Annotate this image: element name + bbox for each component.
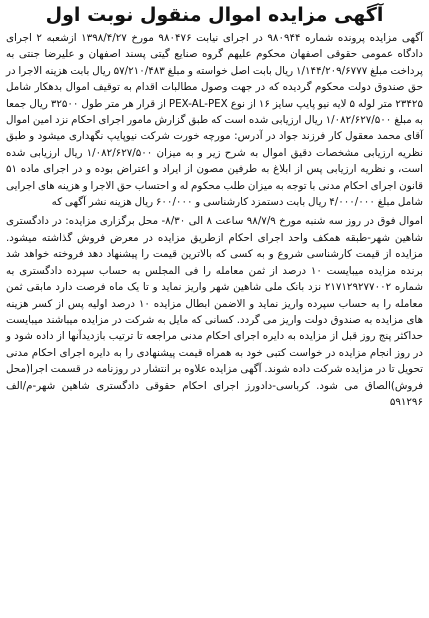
notice-paragraph-2: اموال فوق در روز سه شنبه مورخ ۹۸/۷/۹ ساعت ۸ الی ۸/۳۰- محل برگزاری مزایده: در دادگستری شاهین شهر-طبقه همکف واحد اجرای احکام ازطریق مزایده در معرض فروش گذاشته میشود. مزایده از قیمت کارشناسی شروع و به کسی که بالاترین قیمت را پیشنهاد دهد فروخته خواهد شد برنده مزایده میبایست ۱۰ درصد از ثمن معامله را فی المجلس به حساب سپرده دادگستری به شماره ۲۱۷۱۲۹۲۷۷۰۰۲ نزد بانک ملی شاهین شهر واریز نماید و تا یک ماه فرصت دارد مابقی ثمن معامله را به حساب سپرده واریز نماید و الاضمن ابطال مزایده ۱۰ درصد اولیه پس از کسر هزینه های مزایده به صندوق دولت واریز می گردد. کسانی که مایل به شرکت در مزایده میباشند میبایست حداکثر پنج روز قبل از مزایده به دایره اجرای احکام مدنی مراجعه تا ترتیب بازدیدآنها از داده شود و در روز انجام مزایده در خواست کتبی خود به همراه قیمت پیشنهادی را به دایره اجرای احکام مدنی تحویل تا در مزایده شرکت داده شوند. آگهی مزایده علاوه بر انتشار در روزنامه در قسمت اجرا(محل فروش)الصاق می شود. کرباسی-دادورز اجرای احکام حقوقی دادگستری شاهین شهر-م/الف ۵۹۱۲۹۶: [6, 215, 423, 408]
notice-title: آگهی مزایده اموال منقول نوبت اول: [45, 4, 384, 26]
notice-paragraph-1: آگهی مزایده پرونده شماره ۹۸۰۹۴۴ در اجرای نیابت ۹۸۰۴۷۶ مورخ ۱۳۹۸/۴/۲۷ ازشعبه ۲ اجرای دادگاه عمومی حقوقی اصفهان محکوم علیهم گروه صنایع گیتی پسند اصفهان و علیرضا جنتی به پرداخت مبلغ ۱/۱۴۴/۲۰۹/۶۷۷۷ ریال بابت اصل خواسته و مبلغ ۵۷/۲۱۰/۴۸۳ ریال بابت هزینه الاجرا در حق صندوق دولت محکوم گردیده که در جهت وصول مطالبات اقدام به توقیف اموال بدهکار شامل ۲۳۴۲۵ متر لوله ۵ لایه نیو پایپ سایز ۱۶ از نوع PEX-AL-PEX از قرار هر متر طول ۳۲۵۰۰ ریال جمعا به مبلغ ۱/۰۸۲/۶۲۷/۵۰۰ ریال ارزیابی شده است که طبق گزارش مامور اجرای احکام نزد امین اموال آقای محمد معقول کار فرزند جواد در آدرس: مورچه خورت شرکت نیوپایپ نگهداری میشود و طبق نظریه ارزیابی مشخصات دقیق اموال به شرح زیر و به میزان ۱/۰۸۲/۶۲۷/۵۰۰ ریال ارزیابی شده است، و نظریه ارزیابی پس از ابلاغ به طرفین مصون از ایراد و اعتراض بوده و در اجرای ماده ۵۱ قانون اجرای احکام مدنی با توجه به میزان طلب محکوم له و احتساب حق الاجرا و هزینه های اجرایی شامل مبلغ ۴/۰۰۰/۰۰۰ ریال بابت دستمزد کارشناسی و ۶۰۰/۰۰۰ ریال هزینه نشر آگهی که: [6, 32, 424, 209]
